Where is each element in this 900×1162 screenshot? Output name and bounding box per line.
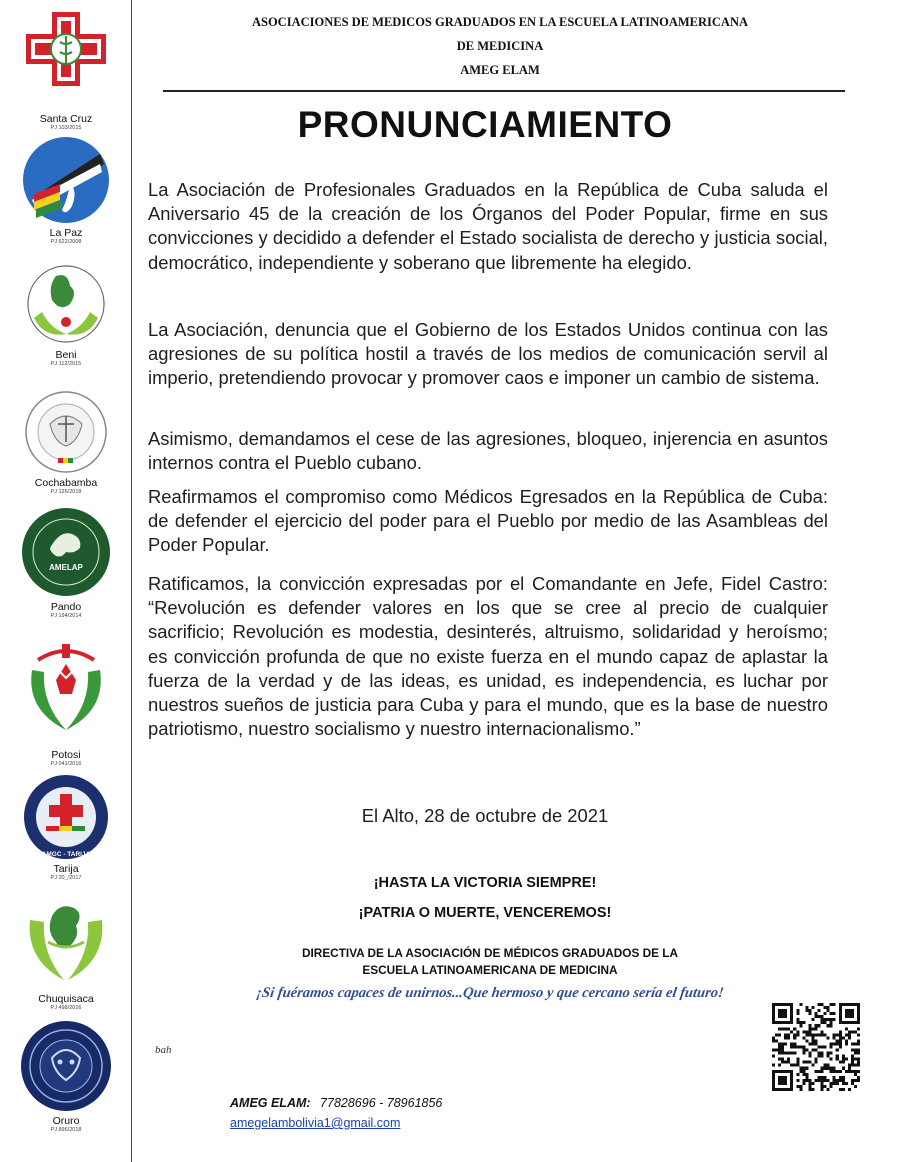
directive-line-2: ESCUELA LATINOAMERICANA DE MEDICINA [362,963,618,977]
paragraph-2: La Asociación, denuncia que el Gobierno de los Estados Unidos continua con las agresiones de su política hostil a través de los medios de comunicación servil al imperio, pretendiendo provocar y promover caos e imponer un cambio de sistema. [148,319,828,389]
letterhead-line-1: ASOCIACIONES DE MEDICOS GRADUADOS EN LA ESCUELA LATINOAMERICANA [251,15,749,29]
slogan-2: ¡PATRIA O MUERTE, VENCEREMOS! [358,905,612,921]
chapter-potosi [0,640,132,768]
signer-initials: bah [155,1044,172,1056]
paragraph-3: Asimismo, demandamos el cese de las agresiones, bloqueo, injerencia en asuntos internos contra el Pueblo cubano. [148,428,828,474]
letterhead [150,10,850,82]
chapter-oruro [0,1018,132,1134]
sidebar-divider [131,0,132,1162]
chapter-name: Santa Cruz [39,113,93,125]
paragraph-1: La Asociación de Profesionales Graduados en la República de Cuba saluda el Aniversario 45 de la creación de los Órganos del Poder Popular, firme en sus convicciones y decidido a defender el Estado socialista de derecho y justicia social, democrático, independiente y soberano que libremente ha elegido. [148,179,828,273]
chapter-registration: PJ 194/2014 [50,613,82,619]
pando-amelap-logo [20,504,112,600]
contact-org: AMEG ELAM: [230,1096,311,1110]
chapter-registration: PJ 126/2018 [50,489,82,495]
slogan-1: ¡HASTA LA VICTORIA SIEMPRE! [373,875,597,891]
chapter-name: Beni [55,349,77,361]
header-divider [163,90,845,92]
contact-line [230,1096,442,1110]
chapter-registration: PJ 20_/2017 [50,875,82,881]
chapter-registration: PJ 041/2016 [50,761,82,767]
chapter-tarija [0,772,132,882]
qr-code[interactable] [772,1003,860,1091]
la-paz-map-logo [20,134,112,226]
chapter-name: Cochabamba [34,477,98,489]
beni-hands-logo [20,262,112,348]
closing-quote: ¡Si fuéramos capaces de unirnos...Que hermoso y que cercano sería el futuro! [255,985,725,1001]
chapter-cochabamba [0,388,132,496]
paragraph-5: Ratificamos, la convicción expresadas por el Comandante en Jefe, Fidel Castro: “Revolución es defender valores en los que se cree al precio de cualquier sacrificio; Revolución es modestia, desinterés, altruismo, solidaridad y heroísmo; es convicción profunda de que no existe fuerza en el mundo capaz de aplastar la fuerza de la verdad y de las ideas, es unidad, es independencia, es luchar por nuestros sueños de justicia para Cuba y para el mundo, que es la base de nuestro patriotismo, nuestro socialismo y nuestro internacionalismo.” [148,573,828,740]
chapter-registration: PJ 103/2015 [50,125,82,131]
chapter-name: Tarija [53,863,79,875]
chapter-registration: PJ 112/2015 [50,361,82,367]
letterhead-line-2: DE MEDICINA [456,39,544,53]
contact-email-link[interactable]: amegelambolivia1@gmail.com [230,1116,401,1130]
oruro-seal-logo [18,1018,114,1114]
chapter-name: Oruro [52,1115,80,1127]
chapter-chuquisaca [0,892,132,1012]
chapters-sidebar [0,0,132,1162]
place-and-date: El Alto, 28 de octubre de 2021 [361,805,609,826]
chuquisaca-hands-logo [18,892,114,992]
chapter-name: La Paz [49,227,83,239]
chapter-name: Potosi [51,749,81,761]
tarija-logo-label: AMGC - TARIJA [41,851,91,858]
pando-logo-label: AMELAP [49,563,83,572]
contact-phones: 77828696 - 78961856 [320,1096,443,1110]
chapter-registration: PJ 896/2018 [50,1127,82,1133]
directive-line-1: DIRECTIVA DE LA ASOCIACIÓN DE MÉDICOS GRADUADOS DE LA [302,946,678,960]
chapter-registration: PJ 498/2016 [50,1005,82,1011]
chapter-beni [0,262,132,368]
chapter-name: Chuquisaca [38,993,94,1005]
paragraph-4: Reafirmamos el compromiso como Médicos Egresados en la República de Cuba: de defender el ejercicio del poder para el Pueblo por medio de las Asambleas del Poder Popular. [148,486,828,556]
directive-signature [180,945,800,979]
cochabamba-seal-logo [20,388,112,476]
letterhead-line-3: AMEG ELAM [460,63,540,77]
chapter-registration: PJ 622/2008 [50,239,82,245]
document-title: PRONUNCIAMIENTO [297,104,673,145]
chapter-santa-cruz [0,8,132,132]
chapter-la-paz [0,134,132,246]
chapter-pando [0,504,132,620]
santa-cruz-cross-logo [20,8,112,112]
chapter-name: Pando [50,601,82,613]
potosi-hands-logo [18,640,114,748]
tarija-seal-logo [18,772,114,862]
